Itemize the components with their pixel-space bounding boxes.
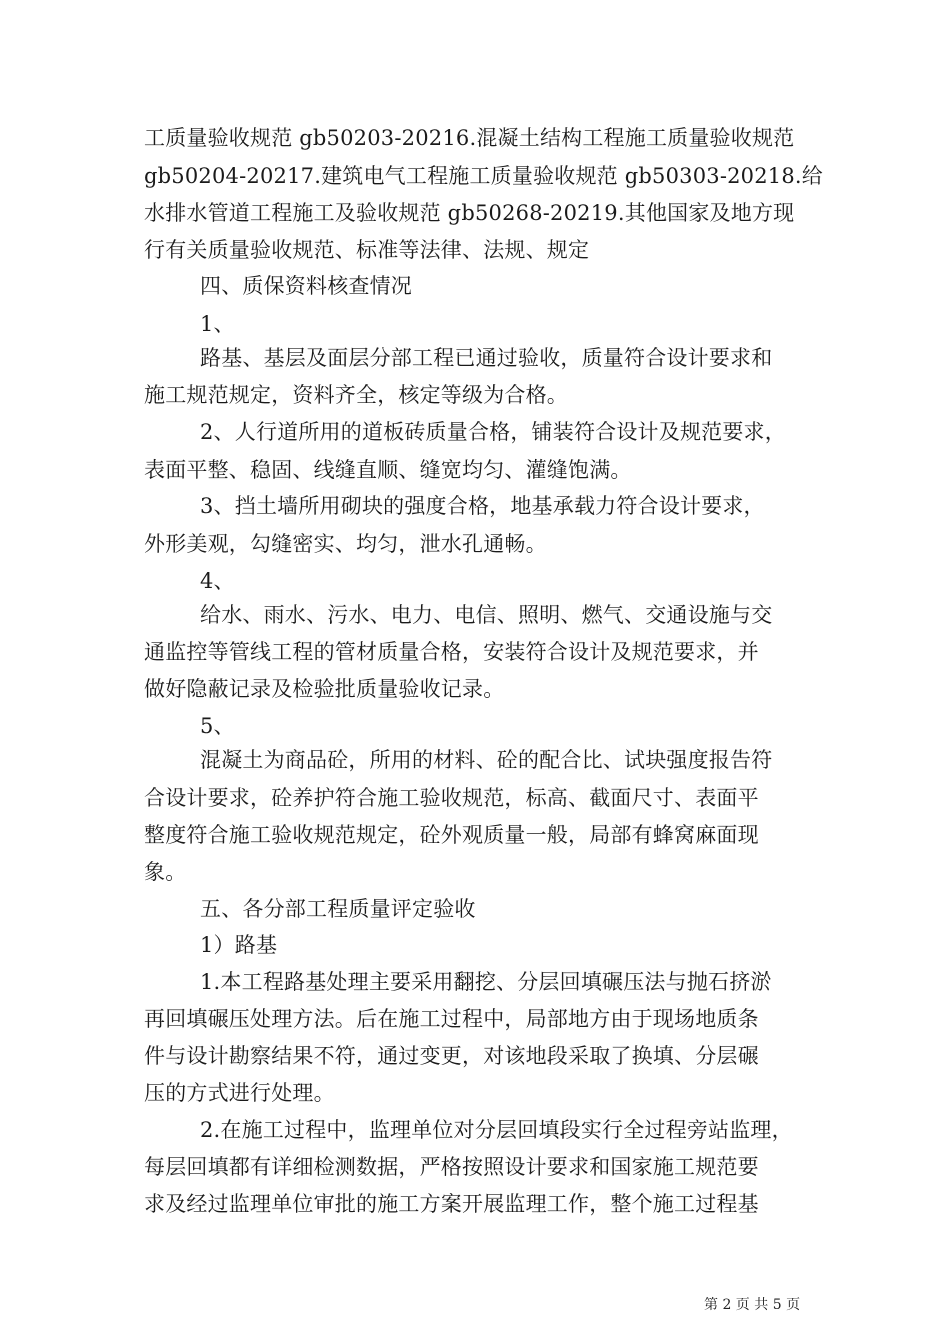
body-line: 外形美观，勾缝密实、均匀，泄水孔通畅。 [144,532,547,556]
body-line: 2、人行道所用的道板砖质量合格，铺装符合设计及规范要求， [200,420,786,444]
body-line: 象。 [144,860,187,884]
list-number: 1、 [200,312,235,336]
subsection-heading: 1）路基 [200,933,278,957]
body-line: 水排水管道工程施工及验收规范 gb50268-20219.其他国家及地方现 [144,201,795,225]
body-line: 做好隐蔽记录及检验批质量验收记录。 [144,677,505,701]
body-line: 合设计要求，砼养护符合施工验收规范，标高、截面尺寸、表面平 [144,786,759,810]
body-line: 通监控等管线工程的管材质量合格，安装符合设计及规范要求，并 [144,640,759,664]
body-line: 施工规范规定，资料齐全，核定等级为合格。 [144,383,568,407]
list-number: 4、 [200,569,235,593]
body-line: 整度符合施工验收规范规定，砼外观质量一般，局部有蜂窝麻面现 [144,823,759,847]
page-number: 第 2 页 共 5 页 [704,1297,801,1313]
body-line: 给水、雨水、污水、电力、电信、照明、燃气、交通设施与交 [200,603,773,627]
body-line: 每层回填都有详细检测数据，严格按照设计要求和国家施工规范要 [144,1155,759,1179]
body-line: 路基、基层及面层分部工程已通过验收，质量符合设计要求和 [200,346,773,370]
list-number: 5、 [200,714,235,738]
body-line: 行有关质量验收规范、标准等法律、法规、规定 [144,238,590,262]
body-line: 混凝土为商品砼，所用的材料、砼的配合比、试块强度报告符 [200,748,773,772]
body-line: 再回填碾压处理方法。后在施工过程中，局部地方由于现场地质条 [144,1007,759,1031]
body-line: gb50204-20217.建筑电气工程施工质量验收规范 gb50303-20218.给 [144,164,824,188]
body-line: 件与设计勘察结果不符，通过变更，对该地段采取了换填、分层碾 [144,1044,759,1068]
body-line: 压的方式进行处理。 [144,1081,335,1105]
section-heading: 四、质保资料核查情况 [200,274,412,298]
body-line: 求及经过监理单位审批的施工方案开展监理工作，整个施工过程基 [144,1192,759,1216]
body-line: 3、挡土墙所用砌块的强度合格，地基承载力符合设计要求， [200,494,765,518]
body-line: 1.本工程路基处理主要采用翻挖、分层回填碾压法与抛石挤淤 [200,970,772,994]
body-line: 表面平整、稳固、线缝直顺、缝宽均匀、灌缝饱满。 [144,458,632,482]
body-line: 工质量验收规范 gb50203-20216.混凝土结构工程施工质量验收规范 [144,126,795,150]
body-line: 2.在施工过程中，监理单位对分层回填段实行全过程旁站监理， [200,1118,793,1142]
section-heading: 五、各分部工程质量评定验收 [200,897,476,921]
